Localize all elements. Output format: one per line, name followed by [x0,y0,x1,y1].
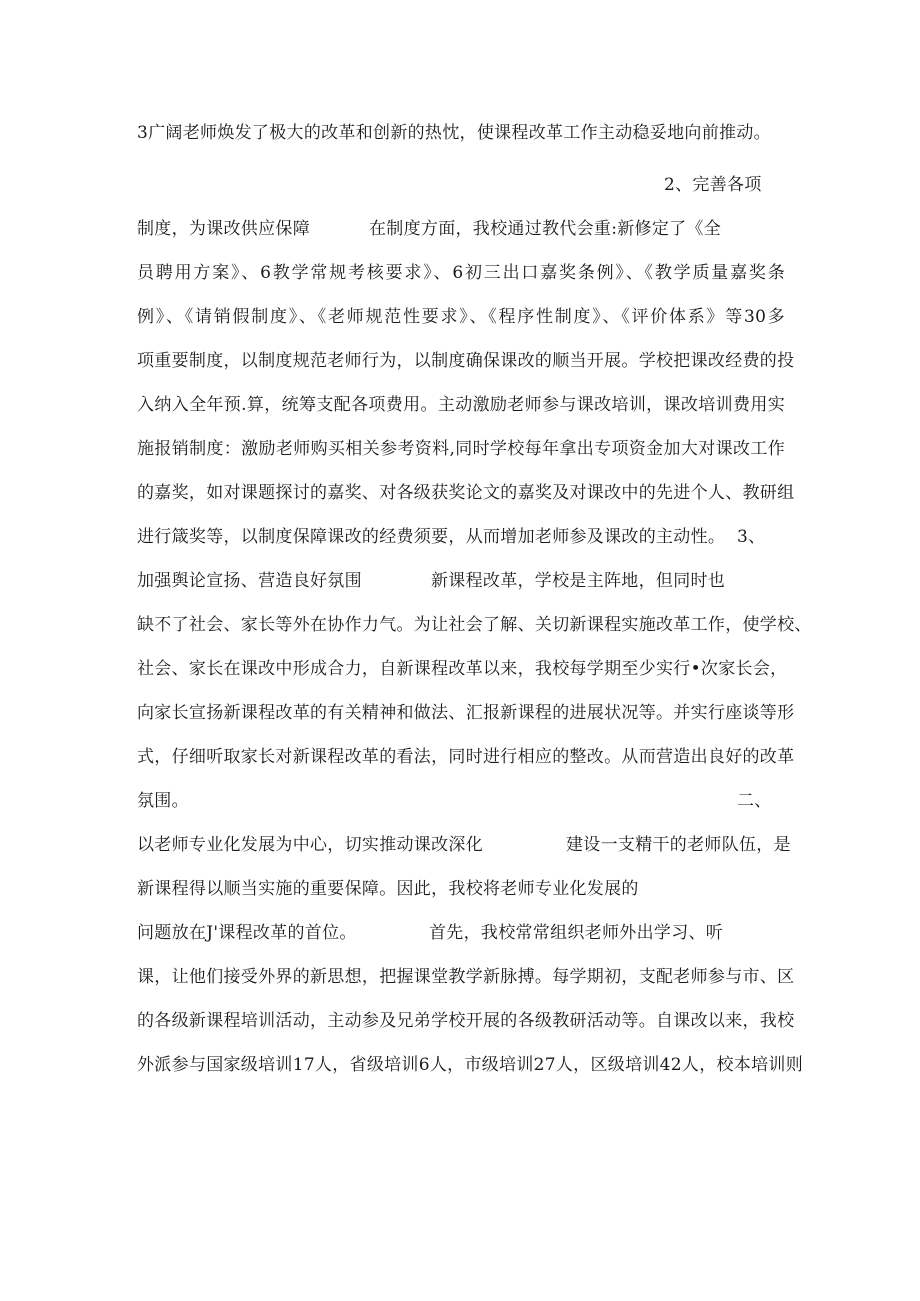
section-heading-3: 加强舆论宣扬、营造良好氛围 [137,571,362,591]
text-line-18: 新课程得以顺当实施的重要保障。因此，我校将老师专业化发展的 [137,879,639,899]
paragraph-3-end: 氛围。 [137,791,189,811]
text-line-9: 的嘉奖，如对课题探讨的嘉奖、对各级获奖论文的嘉奖及对课改中的先进个人、教研组 [137,483,795,503]
text-line-7: 入纳入全年预.算，统筹支配各项费用。主动激励老师参与课改培训，课改培训费用实 [137,395,785,415]
paragraph-2-end: 进行箴奖等，以制度保障课改的经费须要，从而增加老师参及课改的主动性。 [137,527,726,547]
text-line-13: 社会、家长在课改中形成合力，自新课程改革以来，我校每学期至少实行•次家长会， [137,659,788,679]
text-line-22: 外派参与国家级培训17人，省级培训6人，市级培训27人，区级培训42人，校本培训则 [137,1055,804,1075]
section-number-3: 3、 [737,527,766,547]
text-line-6: 项重要制度，以制度规范老师行为，以制度确保课改的顺当开展。学校把课改经费的投 [137,351,795,371]
text-line-20: 课，让他们接受外界的新思想，把握课堂教学新脉搏。每学期初，支配老师参与市、区 [137,967,795,987]
text-line-1: 3广阔老师焕发了极大的改革和创新的热忱，使课程改革工作主动稳妥地向前推动。 [137,123,771,143]
text-line-4: 员聘用方案》、6教学常规考核要求》、6初三出口嘉奖条例》、《教学质量嘉奖条 [137,263,785,283]
text-line-21: 的各级新课程培训活动，主动参及兄弟学校开展的各级教研活动等。自课改以来，我校 [137,1011,795,1031]
section-heading-two: 以老师专业化发展为中心，切实推动课改深化 [137,835,483,855]
paragraph-two-cont: 问题放在J'课程改革的首位。 [137,923,357,943]
text-line-8: 施报销制度：激励老师购买相关参考资料,同时学校每年拿出专项资金加大对课改工作 [137,439,785,459]
paragraph-two-first: 首先，我校常常组织老师外出学习、听 [429,923,724,943]
text-line-12: 缺不了社会、家长等外在协作力气。为让社会了解、关切新课程实施改革工作，使学校、 [137,615,812,635]
text-line-15: 式，仔细听取家长对新课程改革的看法，同时进行相应的整改。从而营造出良好的改革 [137,747,795,767]
paragraph-3-start: 新课程改革，学校是主阵地，但同时也 [431,571,726,591]
section-heading-2-end: 制度，为课改供应保障 [137,219,310,239]
text-line-5: 例》、《请销假制度》、《老师规范性要求》、《程序性制度》、《评价体系》等30多 [137,307,785,327]
paragraph-2-start: 在制度方面，我校通过教代会重:新修定了《全 [369,219,722,239]
section-heading-2-start: 2、完善各项 [664,175,762,195]
section-number-two: 二、 [737,791,772,811]
paragraph-two-start: 建设一支精干的老师队伍，是 [566,835,791,855]
text-line-14: 向家长宣扬新课程改革的有关精神和做法、汇报新课程的进展状况等。并实行座谈等形 [137,703,795,723]
